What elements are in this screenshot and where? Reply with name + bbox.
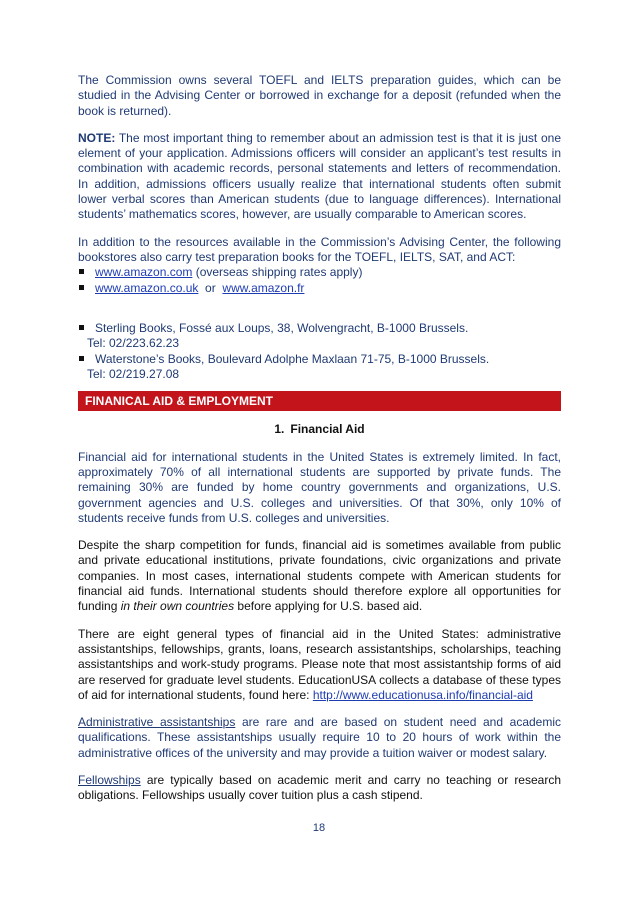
section-heading bbox=[78, 422, 561, 436]
bullet-square-icon bbox=[79, 269, 84, 274]
competition-text-end: before applying for U.S. based aid. bbox=[234, 599, 423, 614]
page-number: 18 bbox=[312, 822, 326, 834]
administrative-text: are rare and are based on student need and academic qualifications. These assistantships usually require 10 to 20 hours of work within the administrative offices of the university and may provide a tuition waiver or modest salary. bbox=[78, 715, 561, 760]
emphasis-own-countries: in their own countries bbox=[120, 599, 235, 614]
fellowships-text: are typically based on academic merit and carry no teaching or research obligations. Fellowships usually cover tuition plus a cash stipend. bbox=[78, 773, 561, 803]
educationusa-link[interactable]: http://www.educationusa.info/financial-aid bbox=[312, 687, 533, 702]
store-tel: Tel: 02/223.62.23 bbox=[87, 336, 180, 351]
list-item bbox=[78, 321, 561, 352]
amazon-co-uk-link[interactable]: www.amazon.co.uk bbox=[95, 280, 199, 295]
section-banner: FINANICAL AID & EMPLOYMENT bbox=[78, 391, 561, 411]
store-tel: Tel: 02/219.27.08 bbox=[87, 367, 180, 382]
amazon-com-link[interactable]: www.amazon.com bbox=[95, 265, 193, 280]
paragraph-bookstores-intro: In addition to the resources available in the Commission’s Advising Center, the following bookstores also carry test preparation books for the TOEFL, IELTS, SAT, and ACT: bbox=[78, 234, 561, 264]
aid-types-text: There are eight general types of financial aid in the United States: administrative assistantships, fellowships, grants, loans, research assistantships, scholarships, teaching assistantships and work-study programs. Please note that most assistantship forms of aid are reserved for graduate level students. EducationUSA collects a database of these types of aid for international students, found here: bbox=[78, 626, 561, 702]
paragraph-fellowships bbox=[78, 773, 561, 804]
section-title-text: Financial Aid bbox=[290, 421, 365, 436]
term-fellowships: Fellowships bbox=[78, 773, 141, 788]
competition-text: Despite the sharp competition for funds, financial aid is sometimes available from public and private educational institutions, private foundations, civic organizations and private companies. In most cases, international students compete with American students for financial aid funds. International students should therefore explore all opportunities for funding bbox=[78, 538, 561, 614]
paragraph-competition bbox=[78, 538, 561, 614]
store-name: Sterling Books, Fossé aux Loups, 38, Wolvengracht, B-1000 Brussels. bbox=[95, 321, 469, 336]
section-number: 1. bbox=[274, 421, 285, 436]
amazon-fr-link[interactable]: www.amazon.fr bbox=[222, 280, 305, 295]
bullet-square-icon bbox=[79, 285, 84, 290]
bullet-square-icon bbox=[79, 356, 84, 361]
list-item bbox=[78, 352, 561, 383]
paragraph-administrative-assistantships bbox=[78, 715, 561, 761]
link-separator: or bbox=[198, 280, 223, 295]
paragraph-note bbox=[78, 131, 561, 223]
physical-stores-list bbox=[78, 321, 561, 383]
shipping-note: (overseas shipping rates apply) bbox=[192, 265, 363, 280]
note-text: The most important thing to remember about an admission test is that it is just one element of your application. Admissions officers will consider an applicant’s test results in combination with academic records, personal statements and letters of recommendation. In addition, admissions officers usually realize that international students often submit lower verbal scores than American students (due to language differences). International students’ mathematics scores, however, are usually comparable to American scores. bbox=[78, 130, 561, 222]
paragraph-aid-types bbox=[78, 627, 561, 703]
list-item bbox=[78, 265, 561, 280]
page-content bbox=[78, 73, 561, 804]
bullet-square-icon bbox=[79, 325, 84, 330]
online-stores-list bbox=[78, 265, 561, 296]
paragraph-toefl-guides: The Commission owns several TOEFL and IELTS preparation guides, which can be studied in the Advising Center or borrowed in exchange for a deposit (refunded when the book is returned). bbox=[78, 73, 561, 118]
store-name: Waterstone’s Books, Boulevard Adolphe Maxlaan 71-75, B-1000 Brussels. bbox=[95, 351, 490, 366]
paragraph-financial-aid-limited: Financial aid for international students in the United States is extremely limited. In fact, approximately 70% of all international students are supported by private funds. The remaining 30% are funded by home country governments and organizations, U.S. government agencies and U.S. colleges and universities. Of that 30%, only 10% of students receive funds from U.S. colleges and universities. bbox=[78, 449, 561, 525]
note-label: NOTE: bbox=[78, 130, 116, 145]
term-administrative-assistantships: Administrative assistantships bbox=[78, 715, 236, 730]
list-item bbox=[78, 281, 561, 296]
